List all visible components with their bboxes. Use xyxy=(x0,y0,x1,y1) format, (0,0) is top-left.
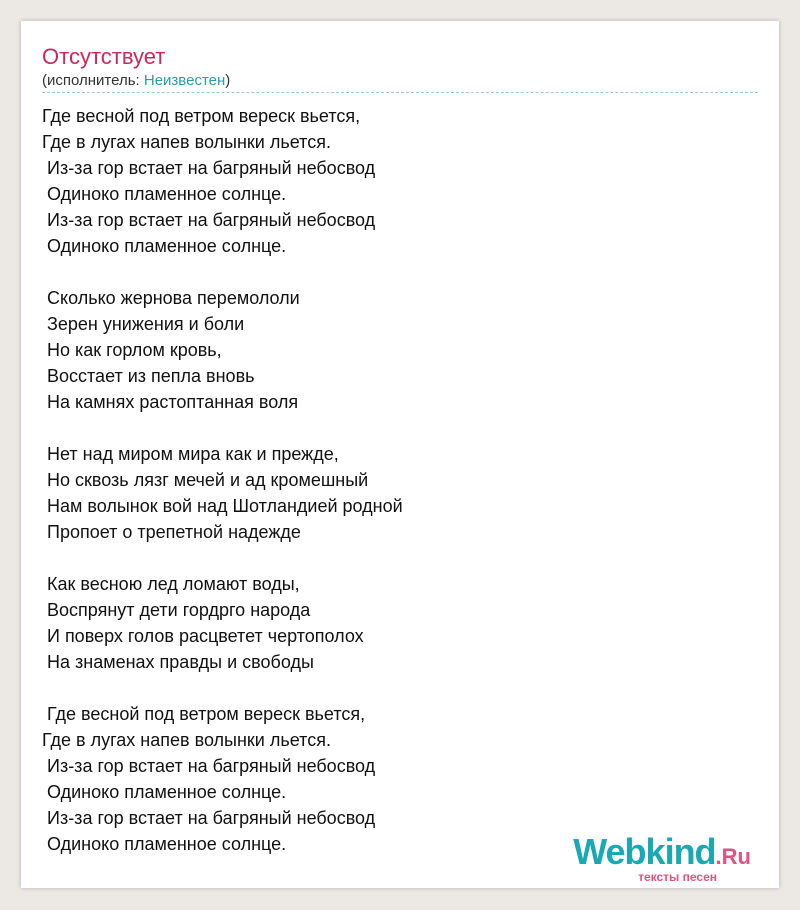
logo-main-text: Webkind xyxy=(573,831,716,872)
lyric-line xyxy=(42,415,403,441)
lyric-line: Одиноко пламенное солнце. xyxy=(42,834,287,854)
lyric-line: Из-за гор встает на багряный небосвод xyxy=(42,808,376,828)
lyrics-card xyxy=(21,21,779,888)
lyric-line: Но как горлом кровь, xyxy=(42,340,222,360)
lyric-line: Где в лугах напев волынки льется. xyxy=(42,730,331,750)
lyric-line: Сколько жернова перемололи xyxy=(42,288,300,308)
logo-subtitle: тексты песен xyxy=(638,870,717,884)
artist-suffix: ) xyxy=(225,72,231,89)
lyric-line: Как весною лед ломают воды, xyxy=(42,574,300,594)
lyric-line: Нет над миром мира как и прежде, xyxy=(42,444,339,464)
lyric-line: На камнях растоптанная воля xyxy=(42,392,299,412)
lyric-line: Где в лугах напев волынки льется. xyxy=(42,132,331,152)
lyric-line: Одиноко пламенное солнце. xyxy=(42,236,287,256)
lyric-line: Одиноко пламенное солнце. xyxy=(42,782,287,802)
lyric-line: Из-за гор встает на багряный небосвод xyxy=(42,756,376,776)
lyric-line: И поверх голов расцветет чертополох xyxy=(42,626,364,646)
artist-prefix: (исполнитель: xyxy=(42,72,144,89)
lyric-line: Одиноко пламенное солнце. xyxy=(42,184,287,204)
lyric-line xyxy=(42,259,403,285)
lyric-line: Восстает из пепла вновь xyxy=(42,366,255,386)
lyric-line xyxy=(42,675,403,701)
lyric-line: Из-за гор встает на багряный небосвод xyxy=(42,158,376,178)
lyric-line xyxy=(42,545,403,571)
lyric-line: Зерен унижения и боли xyxy=(42,314,245,334)
lyric-line: Но сквозь лязг мечей и ад кромешный xyxy=(42,470,369,490)
lyric-line: Из-за гор встает на багряный небосвод xyxy=(42,210,376,230)
lyric-line: Где весной под ветром вереск вьется, xyxy=(42,106,361,126)
song-title: Отсутствует xyxy=(42,44,166,69)
title-divider xyxy=(42,92,758,93)
artist-link[interactable]: Неизвестен xyxy=(143,72,226,89)
lyric-line: Нам волынок вой над Шотландией родной xyxy=(42,496,403,516)
lyric-line: Пропоет о трепетной надежде xyxy=(42,522,301,542)
lyric-line: Где весной под ветром вереск вьется, xyxy=(42,704,366,724)
lyric-line: На знаменах правды и свободы xyxy=(42,652,314,672)
lyrics-text xyxy=(42,103,403,857)
logo-tld: .Ru xyxy=(715,844,751,869)
artist-line xyxy=(42,72,230,90)
site-logo[interactable] xyxy=(573,833,751,884)
lyric-line: Воспрянут дети гордрго народа xyxy=(42,600,311,620)
